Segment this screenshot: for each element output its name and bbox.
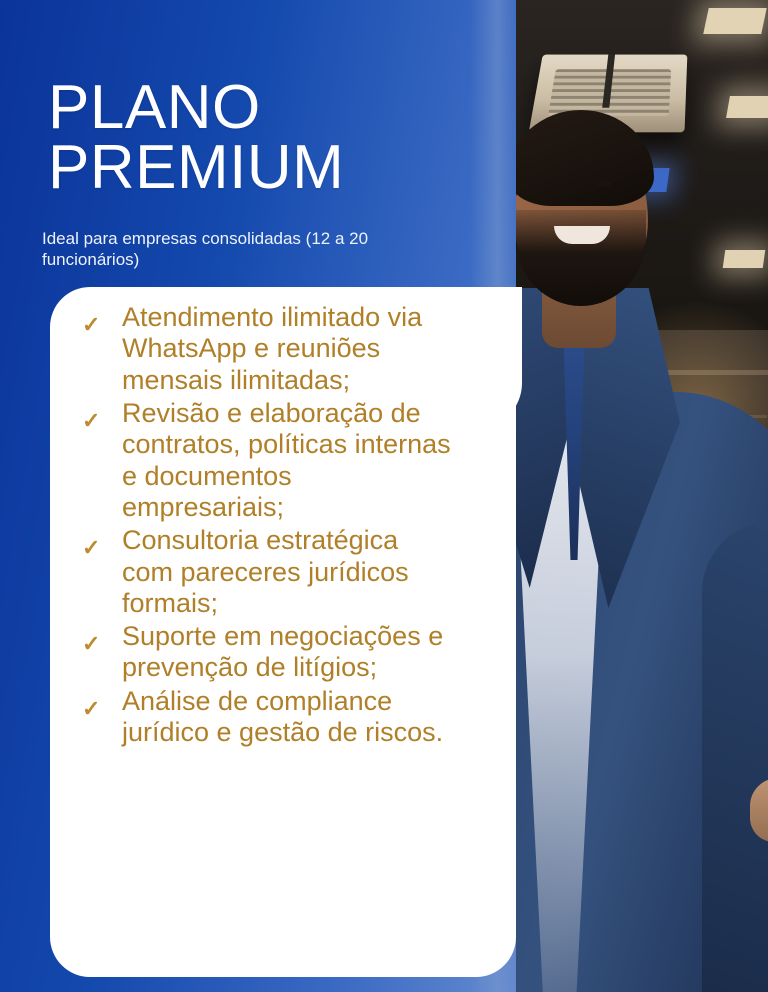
check-icon: ✓ [82, 631, 101, 657]
left-eye [542, 180, 560, 187]
benefit-text: Revisão e elaboração de contratos, políticas internas e documentos empresariais; [122, 397, 451, 522]
title-line-1: PLANO [48, 73, 261, 142]
list-item [82, 686, 482, 749]
check-icon: ✓ [82, 312, 101, 337]
check-icon: ✓ [82, 535, 101, 561]
benefit-text: Consultoria estratégica com pareceres jurídicos formais; [122, 525, 409, 618]
list-item [82, 525, 482, 619]
list-item [82, 621, 482, 684]
list-item [82, 398, 482, 523]
benefit-text: Análise de compliance jurídico e gestão de riscos. [122, 685, 444, 748]
title-line-2: PREMIUM [48, 132, 345, 202]
page-title [48, 73, 345, 202]
check-icon: ✓ [82, 407, 101, 433]
ceiling-light-icon [726, 96, 768, 118]
right-eye [594, 180, 612, 187]
check-icon: ✓ [82, 695, 101, 721]
right-arm [702, 522, 768, 992]
benefits-list [82, 302, 482, 750]
subtitle: Ideal para empresas consolidadas (12 a 20 funcionários) [42, 229, 369, 270]
office-photo [516, 0, 768, 992]
benefit-text: Atendimento ilimitado via WhatsApp e reuniões mensais ilimitadas; [122, 302, 423, 395]
benefit-text: Suporte em negociações e prevenção de litígios; [122, 621, 444, 683]
ceiling-light-icon [703, 8, 767, 34]
businessman-portrait [516, 252, 768, 992]
list-item [82, 302, 482, 396]
